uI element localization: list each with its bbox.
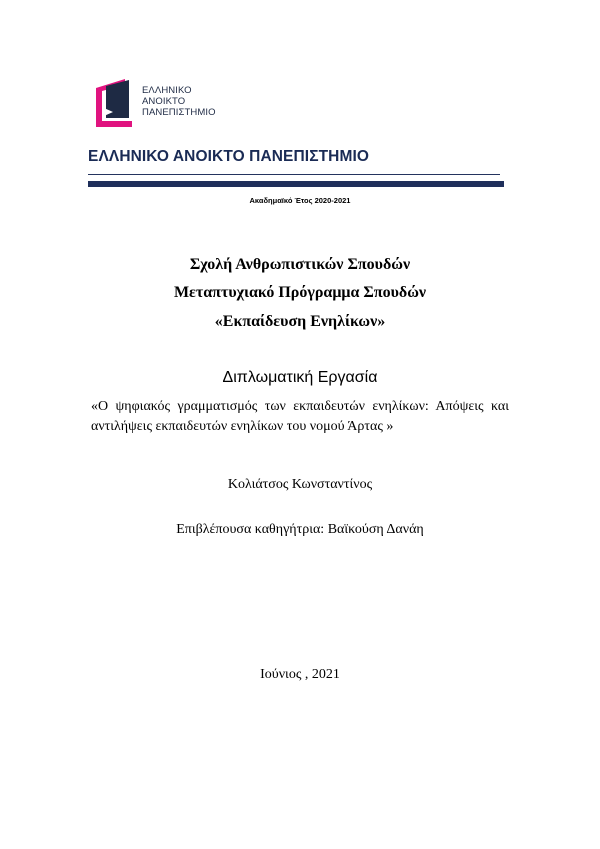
header-rule-thin bbox=[88, 174, 500, 175]
logo-line-2: ΑΝΟΙΚΤΟ bbox=[142, 96, 186, 107]
logo-line-3: ΠΑΝΕΠΙΣΤΗΜΙΟ bbox=[142, 107, 216, 118]
university-logo bbox=[95, 78, 235, 128]
author-name: Κολιάτσος Κωνσταντίνος bbox=[227, 477, 373, 492]
school-name: Σχολή Ανθρωπιστικών Σπουδών bbox=[189, 256, 411, 273]
supervisor: Επιβλέπουσα καθηγήτρια: Βαϊκούση Δανάη bbox=[176, 522, 424, 537]
program-specialization: «Εκπαίδευση Ενηλίκων» bbox=[214, 313, 386, 330]
academic-year: Ακαδημαϊκό Έτος 2020-2021 bbox=[249, 196, 351, 205]
logo-wordmark bbox=[142, 85, 216, 118]
university-title: ΕΛΛΗΝΙΚΟ ΑΝΟΙΚΤΟ ΠΑΝΕΠΙΣΤΗΜΙΟ bbox=[88, 148, 370, 165]
thesis-title: «Ο ψηφιακός γραμματισμός των εκπαιδευτών ενηλίκων: Απόψεις και αντιλήψεις εκπαιδευτών ενηλίκων του νομού Άρτας » bbox=[91, 399, 509, 434]
thesis-type: Διπλωματική Εργασία bbox=[222, 369, 378, 386]
submission-date: Ιούνιος , 2021 bbox=[260, 667, 340, 682]
university-logo-icon bbox=[95, 78, 135, 128]
header-rule-thick bbox=[88, 181, 504, 187]
logo-line-1: ΕΛΛΗΝΙΚΟ bbox=[142, 85, 192, 96]
program-name: Μεταπτυχιακό Πρόγραμμα Σπουδών bbox=[173, 284, 427, 301]
